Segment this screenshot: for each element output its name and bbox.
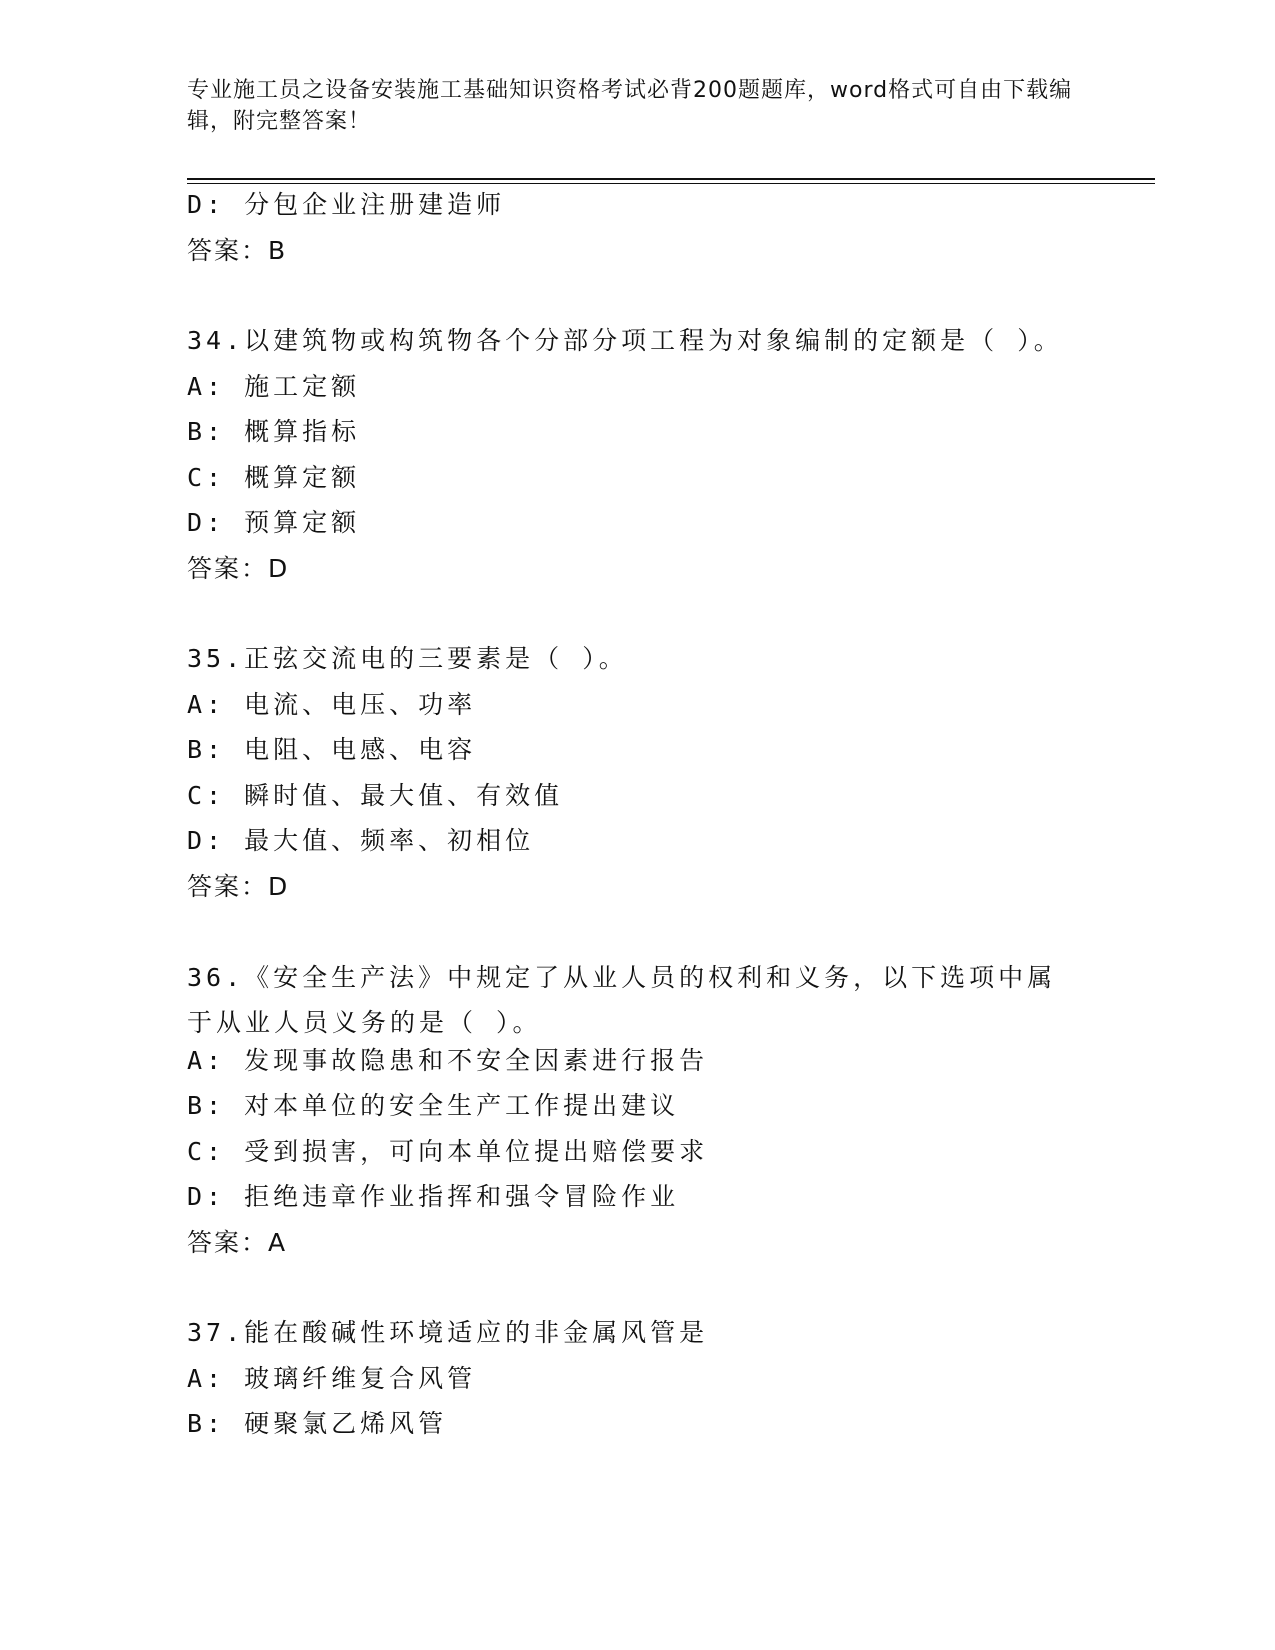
option-c: C: 瞬时值、最大值、有效值	[187, 780, 564, 810]
option-a: A: 玻璃纤维复合风管	[187, 1363, 477, 1393]
option-b: B: 对本单位的安全生产工作提出建议	[187, 1091, 680, 1120]
option-c: C: 概算定额	[187, 462, 361, 492]
question-stem: 34.以建筑物或构筑物各个分部分项工程为对象编制的定额是（ ）。	[187, 326, 1063, 355]
spacer	[187, 281, 1087, 326]
question-stem: 35.正弦交流电的三要素是（ ）。	[187, 644, 628, 673]
option-d: D: 分包企业注册建造师	[187, 190, 506, 219]
option-c: C: 受到损害，可向本单位提出赔偿要求	[187, 1136, 709, 1166]
option-d: D: 预算定额	[187, 508, 361, 537]
option-b: B: 硬聚氯乙烯风管	[187, 1409, 448, 1438]
question-34	[187, 326, 1087, 584]
answer: 答案：B	[187, 235, 288, 265]
option-b: B: 电阻、电感、电容	[187, 735, 477, 764]
option-a: A: 电流、电压、功率	[187, 689, 477, 719]
option-a: A: 发现事故隐患和不安全因素进行报告	[187, 1045, 709, 1075]
header-divider	[187, 178, 1155, 184]
question-content	[187, 190, 1087, 1455]
spacer	[187, 1273, 1087, 1318]
question-stem: 36.《安全生产法》中规定了从业人员的权利和义务，以下选项中属于从业人员义务的是（ ）。	[187, 963, 1057, 1037]
page-header: 专业施工员之设备安装施工基础知识资格考试必背200题题库，word格式可自由下载编辑，附完整答案！	[187, 78, 1073, 134]
question-35	[187, 644, 1087, 902]
option-b: B: 概算指标	[187, 417, 361, 446]
option-a: A: 施工定额	[187, 371, 361, 401]
question-36	[187, 955, 1087, 1258]
option-d: D: 最大值、频率、初相位	[187, 826, 535, 855]
answer: 答案：D	[187, 553, 290, 583]
answer: 答案：A	[187, 1227, 288, 1257]
answer: 答案：D	[187, 871, 290, 901]
option-d: D: 拒绝违章作业指挥和强令冒险作业	[187, 1182, 680, 1211]
spacer	[187, 599, 1087, 644]
question-37	[187, 1318, 1087, 1439]
question-stem: 37.能在酸碱性环境适应的非金属风管是	[187, 1318, 709, 1347]
